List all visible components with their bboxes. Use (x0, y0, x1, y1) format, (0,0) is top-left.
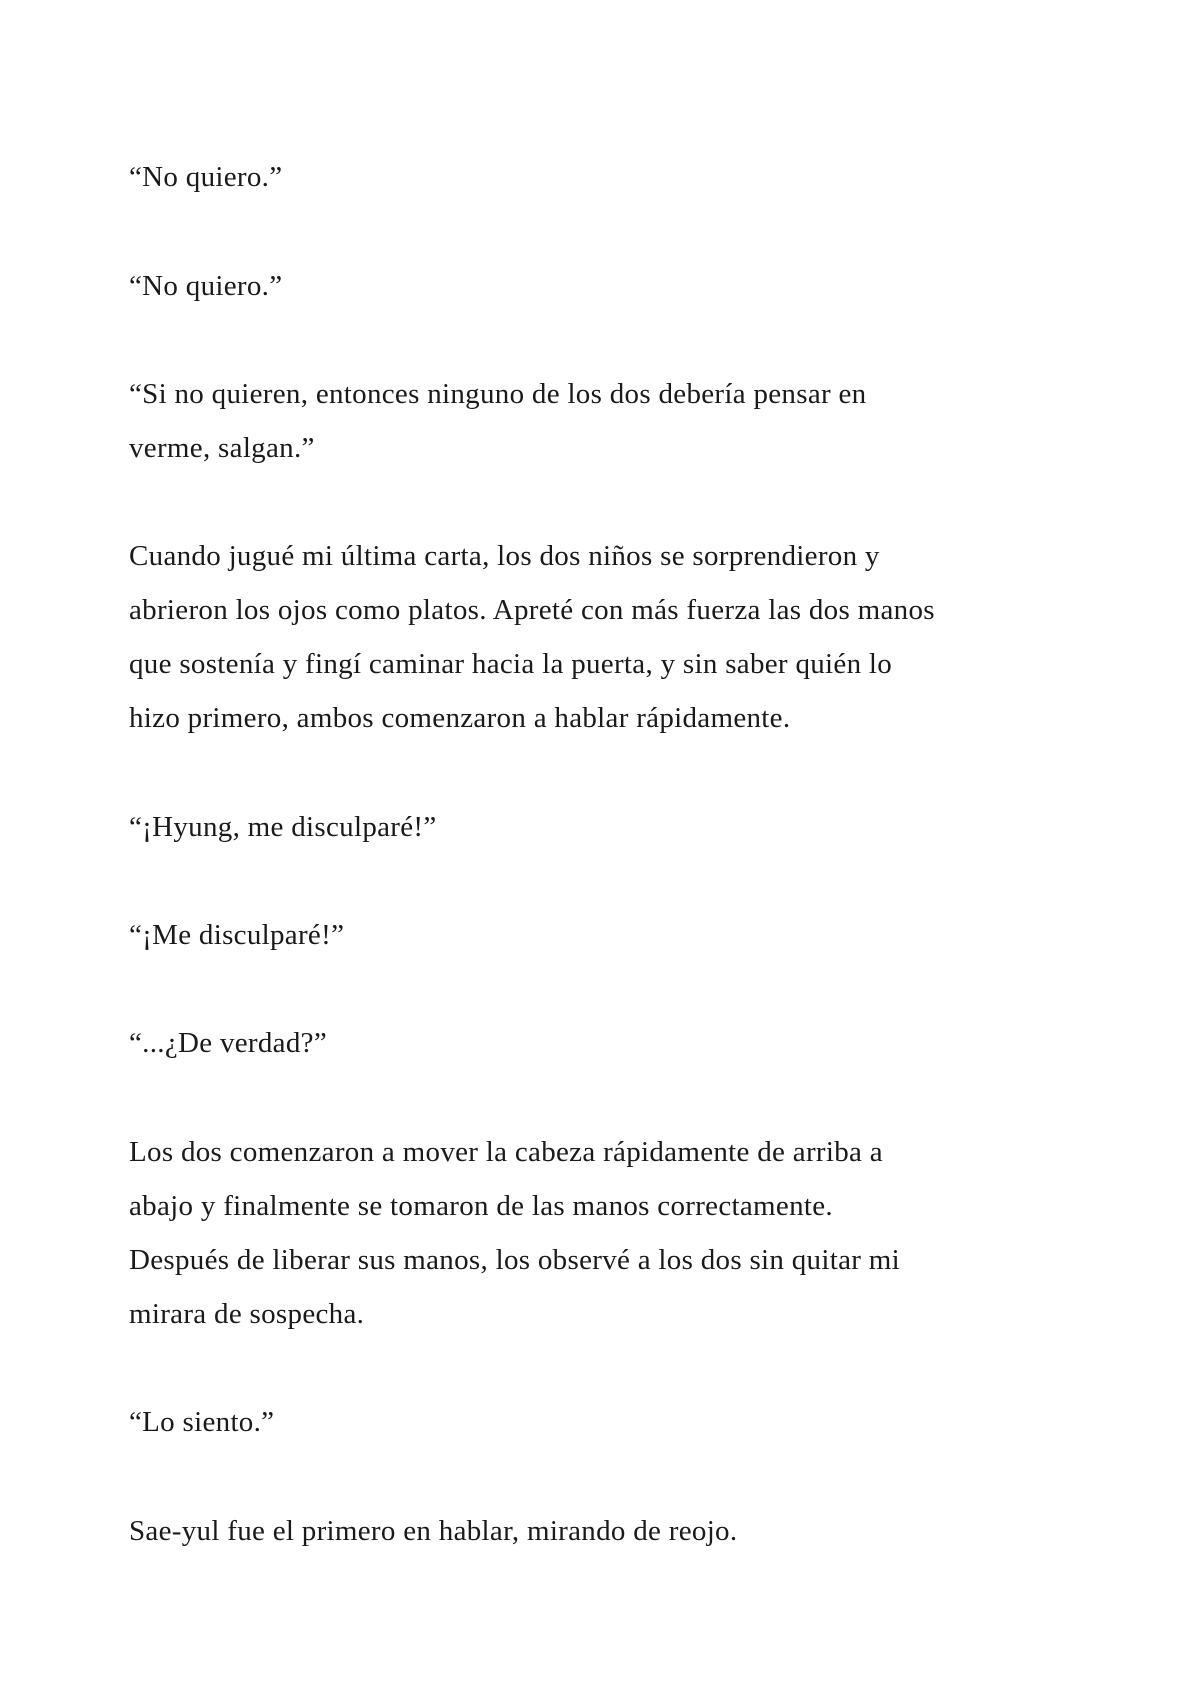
text-line: “¡Hyung, me disculparé!” (129, 811, 437, 843)
text-line: “Lo siento.” (129, 1406, 275, 1438)
text-line: Cuando jugué mi última carta, los dos niños se sorprendieron y (129, 540, 880, 572)
text-line: verme, salgan.” (129, 432, 315, 464)
text-line: Sae-yul fue el primero en hablar, mirando de reojo. (129, 1515, 738, 1547)
paragraph-narration (129, 1125, 900, 1341)
paragraph-dialogue (129, 367, 866, 475)
paragraph-narration (129, 529, 935, 745)
text-line: abrieron los ojos como platos. Apreté con más fuerza las dos manos (129, 594, 935, 626)
text-line: Los dos comenzaron a mover la cabeza rápidamente de arriba a (129, 1136, 883, 1168)
text-line: “Si no quieren, entonces ninguno de los dos debería pensar en (129, 378, 867, 410)
paragraph-dialogue (129, 908, 344, 962)
paragraph-dialogue (129, 150, 282, 204)
paragraph-dialogue (129, 800, 437, 854)
text-line: que sostenía y fingí caminar hacia la puerta, y sin saber quién lo (129, 648, 893, 680)
text-line: “...¿De verdad?” (129, 1027, 328, 1059)
text-line: “No quiero.” (129, 161, 283, 193)
text-line: “No quiero.” (129, 270, 283, 302)
paragraph-dialogue (129, 1016, 327, 1070)
text-line: “¡Me disculparé!” (129, 919, 345, 951)
paragraph-dialogue (129, 1395, 274, 1449)
paragraph-dialogue (129, 259, 282, 313)
paragraph-narration (129, 1504, 737, 1558)
text-line: abajo y finalmente se tomaron de las manos correctamente. (129, 1190, 833, 1222)
text-line: Después de liberar sus manos, los observé a los dos sin quitar mi (129, 1244, 900, 1276)
text-line: hizo primero, ambos comenzaron a hablar rápidamente. (129, 702, 791, 734)
text-line: mirara de sospecha. (129, 1298, 365, 1330)
